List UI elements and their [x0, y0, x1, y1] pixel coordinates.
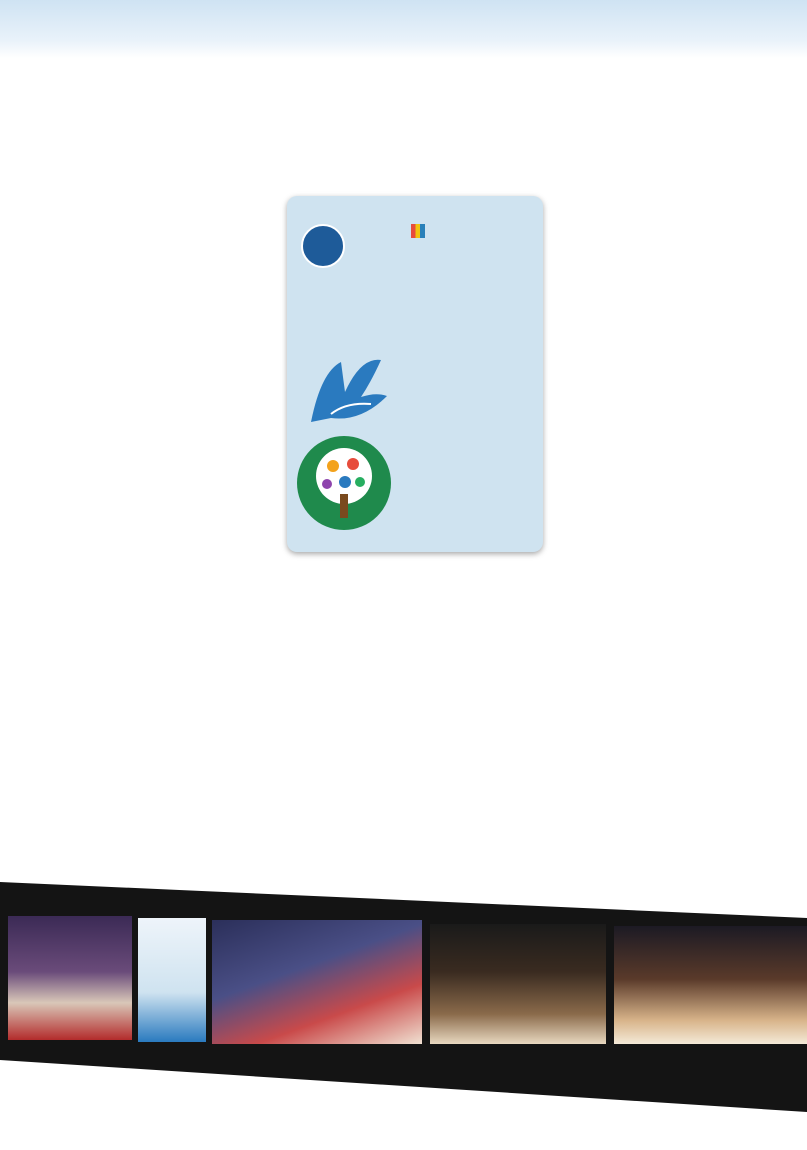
event-poster	[287, 196, 543, 552]
header-band	[0, 0, 807, 58]
photo-folk-dance-group	[212, 920, 422, 1044]
government-logo-icon	[411, 224, 425, 238]
photo-dancers-stage	[8, 916, 132, 1040]
uniunea-elena-logo-icon	[301, 224, 345, 268]
photo-stage-flags	[430, 924, 606, 1044]
photo-banner-uniunea-elena	[138, 918, 206, 1042]
tree-of-hands-icon	[297, 436, 391, 530]
photo-couple-dancers	[614, 926, 807, 1044]
hands-dove-icon	[301, 352, 391, 432]
